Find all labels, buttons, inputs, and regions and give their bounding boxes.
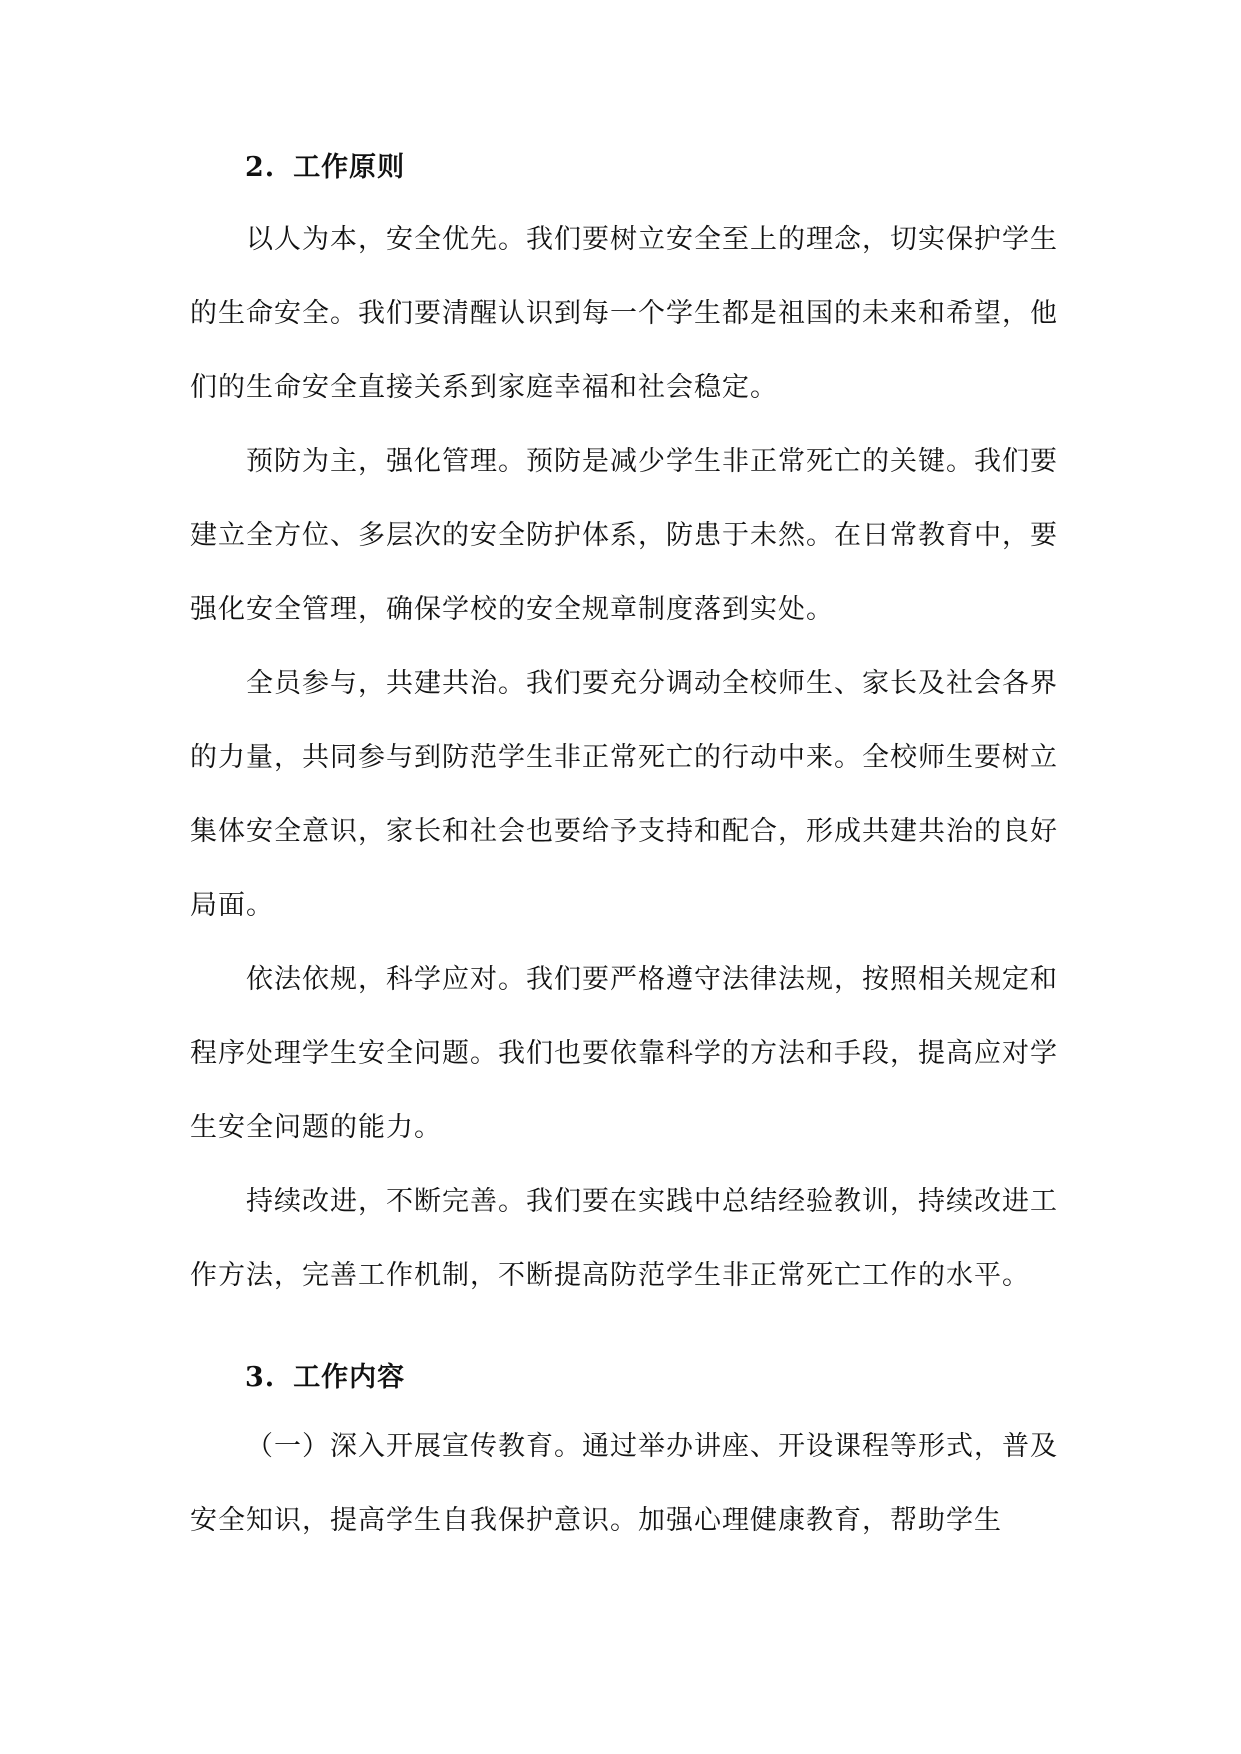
section-heading-work-principles xyxy=(190,148,1058,188)
section-number: 3. xyxy=(245,1362,276,1393)
section-heading-work-content xyxy=(190,1358,1058,1398)
paragraph-people-oriented: 以人为本，安全优先。我们要树立安全至上的理念，切实保护学生的生命安全。我们要清醒认识到每一个学生都是祖国的未来和希望，他们的生命安全直接关系到家庭幸福和社会稳定。 xyxy=(190,224,1058,403)
section-title: 工作原则 xyxy=(293,152,406,183)
section-title: 工作内容 xyxy=(293,1362,406,1393)
paragraph-publicity-education: （一）深入开展宣传教育。通过举办讲座、开设课程等形式，普及安全知识，提高学生自我保护意识。加强心理健康教育，帮助学生 xyxy=(190,1431,1058,1536)
paragraph-continuous-improvement: 持续改进，不断完善。我们要在实践中总结经验教训，持续改进工作方法，完善工作机制，不断提高防范学生非正常死亡工作的水平。 xyxy=(190,1186,1058,1291)
section-number: 2. xyxy=(245,152,276,183)
paragraph-full-participation: 全员参与，共建共治。我们要充分调动全校师生、家长及社会各界的力量，共同参与到防范学生非正常死亡的行动中来。全校师生要树立集体安全意识，家长和社会也要给予支持和配合，形成共建共治的良好局面。 xyxy=(190,668,1058,921)
document-page xyxy=(190,148,1058,1558)
paragraph-prevention-first: 预防为主，强化管理。预防是减少学生非正常死亡的关键。我们要建立全方位、多层次的安全防护体系，防患于未然。在日常教育中，要强化安全管理，确保学校的安全规章制度落到实处。 xyxy=(190,446,1058,625)
paragraph-lawful-scientific: 依法依规，科学应对。我们要严格遵守法律法规，按照相关规定和程序处理学生安全问题。我们也要依靠科学的方法和手段，提高应对学生安全问题的能力。 xyxy=(190,964,1058,1143)
